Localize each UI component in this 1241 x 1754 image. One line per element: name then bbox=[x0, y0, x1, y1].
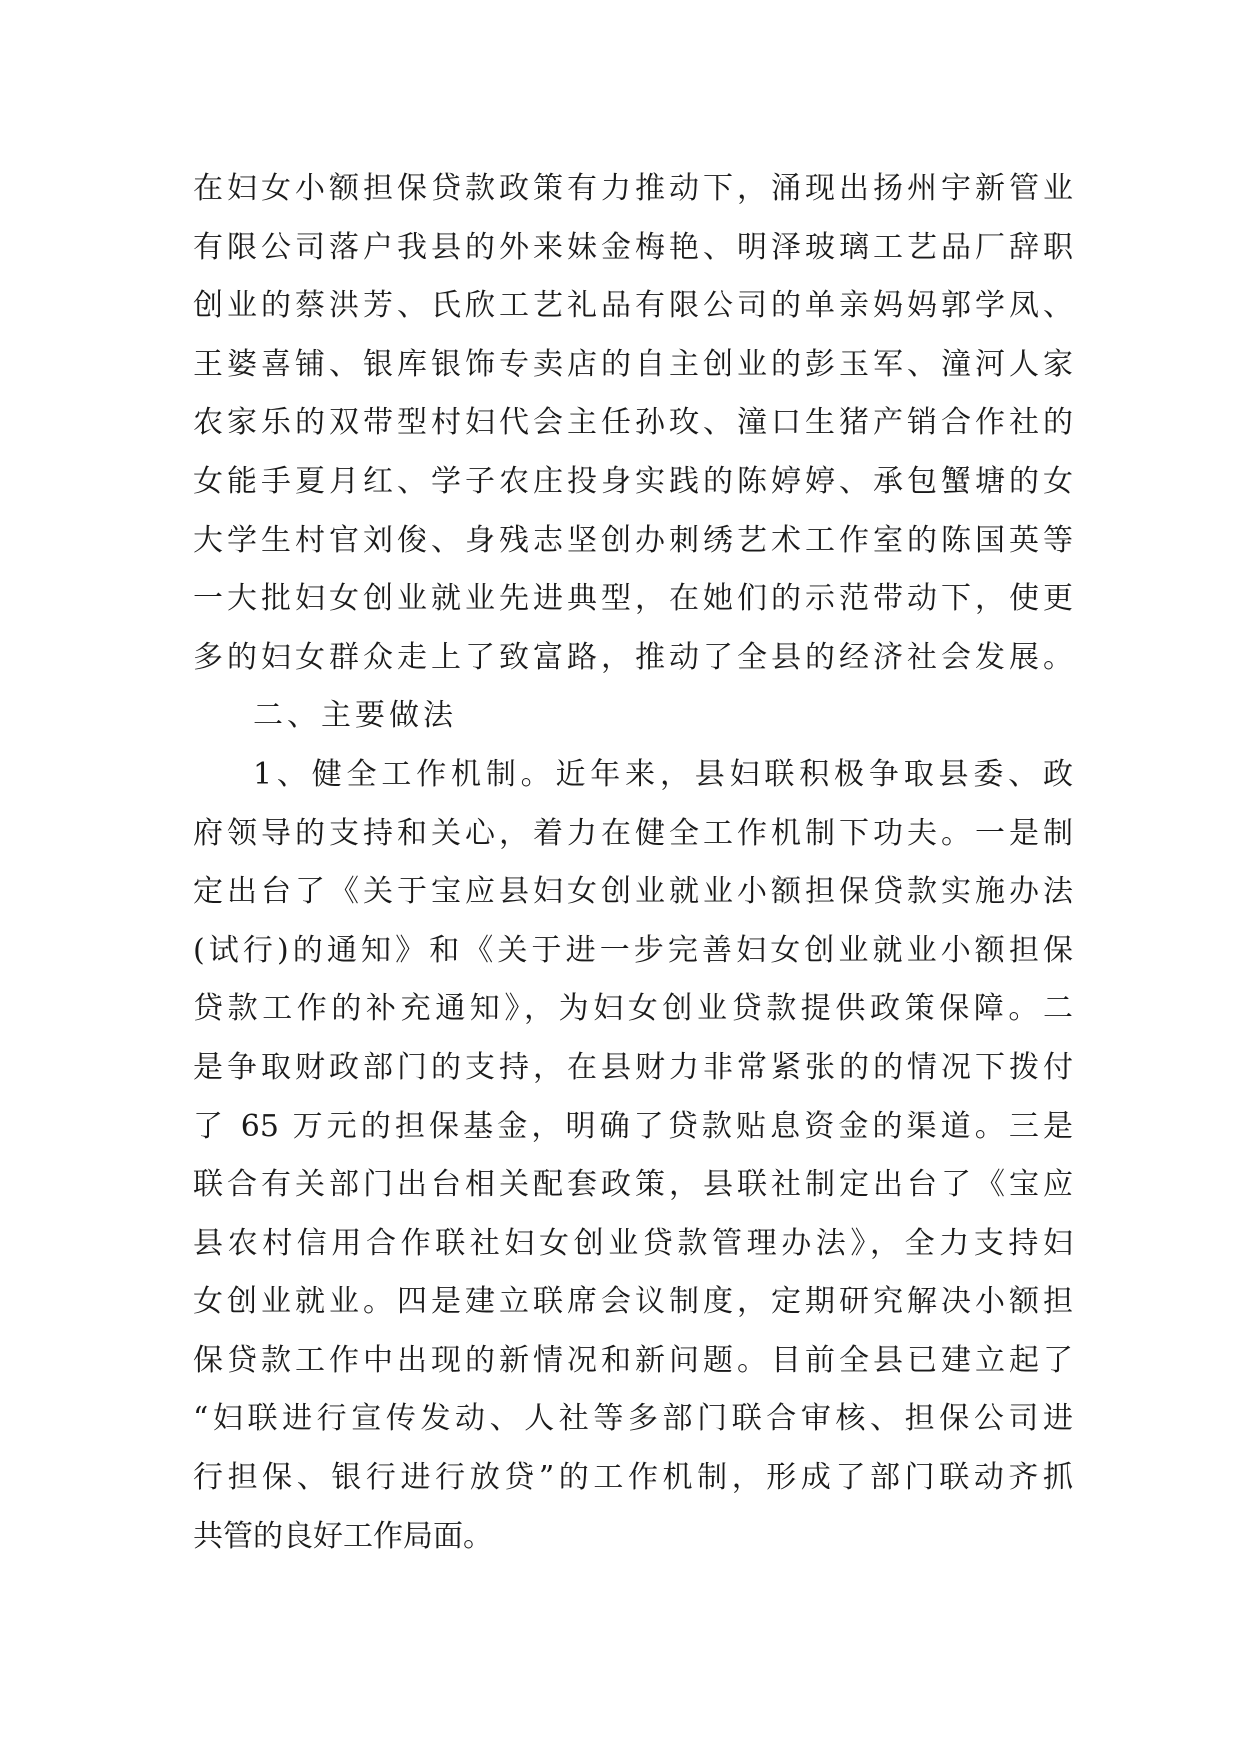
text-line: “妇联进行宣传发动、人社等多部门联合审核、担保公司进 bbox=[193, 1401, 1073, 1437]
text-line: 行担保、银行进行放贷”的工作机制，形成了部门联动齐抓 bbox=[193, 1460, 1073, 1496]
text-line: 了 65 万元的担保基金，明确了贷款贴息资金的渠道。三是 bbox=[193, 1108, 1073, 1144]
paragraph-work-mechanism bbox=[193, 746, 1073, 1566]
text-line: 府领导的支持和关心，着力在健全工作机制下功夫。一是制 bbox=[193, 815, 1073, 851]
paragraph-typical-examples bbox=[193, 160, 1073, 687]
text-line: 一大批妇女创业就业先进典型，在她们的示范带动下，使更 bbox=[193, 581, 1073, 617]
text-line: 多的妇女群众走上了致富路，推动了全县的经济社会发展。 bbox=[193, 639, 1073, 675]
text-line: 贷款工作的补充通知》，为妇女创业贷款提供政策保障。二 bbox=[193, 991, 1073, 1027]
text-line: 定出台了《关于宝应县妇女创业就业小额担保贷款实施办法 bbox=[193, 874, 1073, 910]
text-line: 共管的良好工作局面。 bbox=[193, 1518, 493, 1554]
text-line: 有限公司落户我县的外来妹金梅艳、明泽玻璃工艺品厂辞职 bbox=[193, 229, 1073, 265]
section-heading: 二、主要做法 bbox=[253, 698, 457, 734]
text-line: 创业的蔡洪芳、氏欣工艺礼品有限公司的单亲妈妈郭学凤、 bbox=[193, 288, 1073, 324]
text-line: 在妇女小额担保贷款政策有力推动下，涌现出扬州宇新管业 bbox=[193, 171, 1073, 206]
text-line: 大学生村官刘俊、身残志坚创办刺绣艺术工作室的陈国英等 bbox=[193, 522, 1073, 558]
text-line: (试行)的通知》和《关于进一步完善妇女创业就业小额担保 bbox=[193, 932, 1073, 968]
text-line: 女创业就业。四是建立联席会议制度，定期研究解决小额担 bbox=[193, 1284, 1073, 1320]
text-line: 王婆喜铺、银库银饰专卖店的自主创业的彭玉军、潼河人家 bbox=[193, 346, 1073, 382]
text-line: 是争取财政部门的支持，在县财力非常紧张的的情况下拨付 bbox=[193, 1049, 1073, 1085]
text-line: 1、健全工作机制。近年来，县妇联积极争取县委、政 bbox=[253, 756, 1073, 792]
document-body bbox=[193, 160, 1073, 1566]
text-line: 农家乐的双带型村妇代会主任孙玫、潼口生猪产销合作社的 bbox=[193, 405, 1073, 441]
text-line: 县农村信用合作联社妇女创业贷款管理办法》，全力支持妇 bbox=[193, 1225, 1073, 1261]
text-line: 保贷款工作中出现的新情况和新问题。目前全县已建立起了 bbox=[193, 1342, 1073, 1378]
text-line: 联合有关部门出台相关配套政策，县联社制定出台了《宝应 bbox=[193, 1167, 1073, 1203]
text-line: 女能手夏月红、学子农庄投身实践的陈婷婷、承包蟹塘的女 bbox=[193, 463, 1073, 499]
